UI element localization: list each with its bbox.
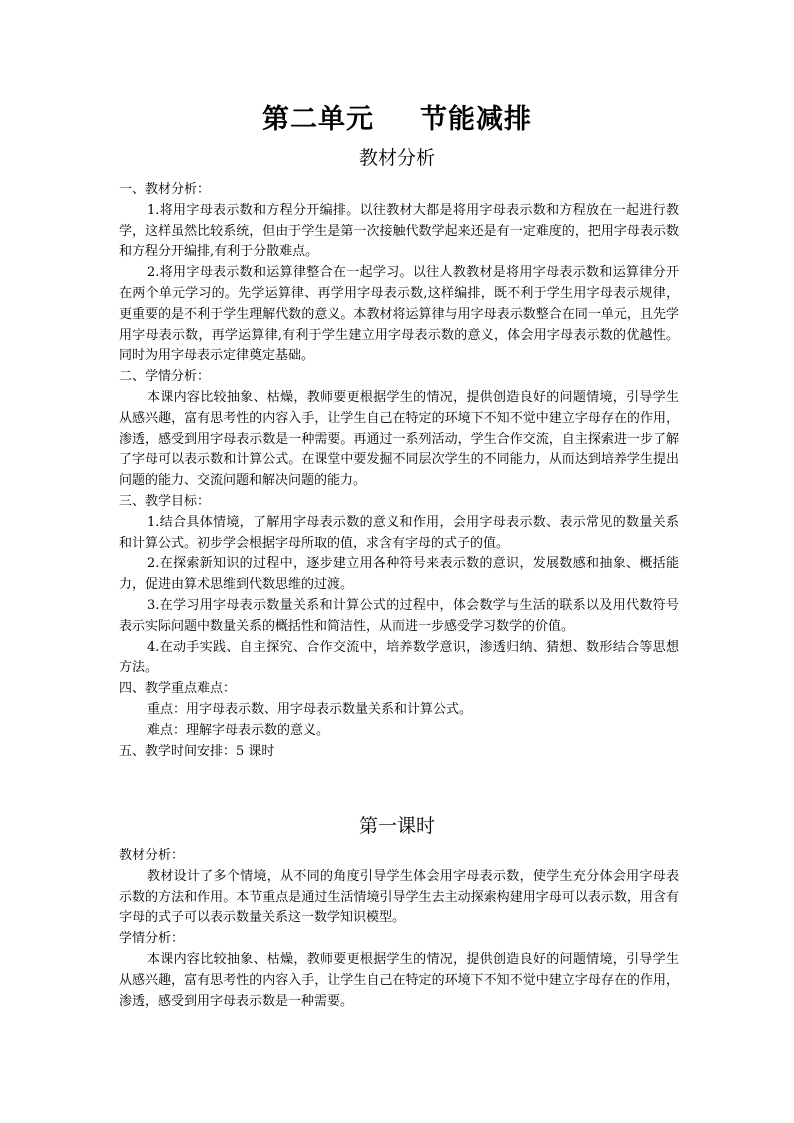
lesson-1-title: 第一课时 — [358, 815, 435, 837]
section-heading-schedule: 五、教学时间安排：5 课时 — [119, 743, 275, 759]
analysis-title: 教材分析 — [358, 147, 435, 169]
unit-analysis-body — [119, 180, 679, 762]
material-point-1: 1.将用字母表示数和方程分开编排。以往教材大都是将用字母表示数和方程放在一起进行教学，这样虽然比较系统，但由于学生是第一次接触代数学起来还是有一定难度的，把用字母表示数和方程分开编排,有利于分散难点。 — [119, 202, 679, 260]
objective-4: 4.在动手实践、自主探究、合作交流中，培养数学意识，渗透归纳、猜想、数形结合等思想方法。 — [119, 639, 679, 676]
lesson-1-students-paragraph: 本课内容比较抽象、枯燥，教师要更根据学生的情况，提供创造良好的问题情境，引导学生从感兴趣，富有思考性的内容入手，让学生自己在特定的环境下不知不觉中建立字母存在的作用，渗透，感受到用字母表示数是一种需要。 — [119, 951, 679, 1009]
difficult-point: 难点：理解字母表示数的意义。 — [147, 722, 330, 738]
lesson-1-body — [119, 846, 679, 1012]
material-point-2: 2.将用字母表示数和运算律整合在一起学习。以往人教教材是将用字母表示数和运算律分开在两个单元学习的。先学运算律、再学用字母表示数,这样编排，既不利于学生用字母表示规律，更重要的是不利于学生理解代数的意义。本教材将运算律与用字母表示数整合在同一单元，且先学用字母表示数，再学运算律,有利于学生建立用字母表示数的意义，体会用字母表示数的优越性。同时为用字母表示定律奠定基础。 — [119, 265, 679, 364]
section-heading-objectives: 三、教学目标： — [119, 493, 211, 509]
lesson-1-material-heading: 教材分析： — [119, 848, 185, 863]
objective-2: 2.在探索新知识的过程中，逐步建立用各种符号来表示数的意识，发展数感和抽象、概括能力，促进由算术思维到代数思维的过渡。 — [119, 556, 679, 593]
section-heading-material: 一、教材分析： — [119, 182, 211, 197]
objective-1: 1.结合具体情境，了解用字母表示数的意义和作用，会用字母表示数、表示常见的数量关系和计算公式。初步学会根据字母所取的值，求含有字母的式子的值。 — [119, 514, 679, 551]
objective-3: 3.在学习用字母表示数量关系和计算公式的过程中，体会数学与生活的联系以及用代数符号表示实际问题中数量关系的概括性和简洁性，从而进一步感受学习数学的价值。 — [119, 597, 679, 634]
lesson-1-students-heading: 学情分析： — [119, 931, 185, 947]
key-point: 重点：用字母表示数、用字母表示数量关系和计算公式。 — [147, 701, 473, 717]
unit-title-right: 节能减排 — [420, 104, 532, 135]
section-heading-students: 二、学情分析： — [119, 369, 211, 385]
lesson-1-material-paragraph: 教材设计了多个情境，从不同的角度引导学生体会用字母表示数，使学生充分体会用字母表示数的方法和作用。本节重点是通过生活情境引导学生去主动探索构建用字母可以表示数，用含有字母的式子可以表示数量关系这一数学知识模型。 — [119, 868, 679, 926]
students-paragraph: 本课内容比较抽象、枯燥，教师要更根据学生的情况，提供创造良好的问题情境，引导学生从感兴趣，富有思考性的内容入手，让学生自己在特定的环境下不知不觉中建立字母存在的作用，渗透，感受到用字母表示数是一种需要。再通过一系列活动，学生合作交流，自主探索进一步了解了字母可以表示数和计算公式。在课堂中要发掘不同层次学生的不同能力，从而达到培养学生提出问题的能力、交流问题和解决问题的能力。 — [119, 389, 679, 489]
section-heading-key-points: 四、教学重点难点： — [119, 681, 237, 697]
unit-title — [0, 100, 794, 140]
unit-title-left: 第二单元 — [262, 104, 374, 135]
